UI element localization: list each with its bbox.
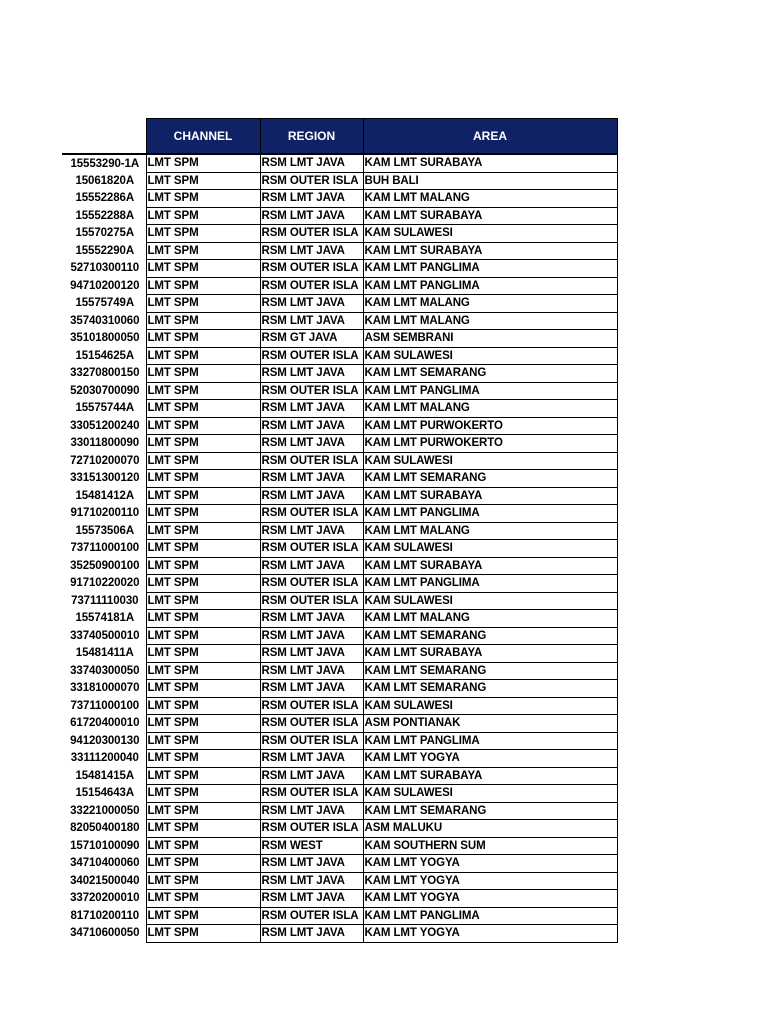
row-id-cell: 35740310060 [62,312,146,330]
region-cell: RSM LMT JAVA [260,295,363,313]
area-cell: KAM SULAWESI [363,785,617,803]
table-row [62,627,617,645]
area-cell: ASM PONTIANAK [363,715,617,733]
row-id-cell: 52710300110 [62,260,146,278]
area-cell: KAM LMT SEMARANG [363,365,617,383]
row-id-cell: 33051200240 [62,417,146,435]
channel-cell: LMT SPM [146,452,260,470]
area-cell: KAM SULAWESI [363,225,617,243]
table-row [62,522,617,540]
region-cell: RSM LMT JAVA [260,400,363,418]
area-cell: ASM SEMBRANI [363,330,617,348]
channel-cell: LMT SPM [146,890,260,908]
region-cell: RSM OUTER ISLA [260,452,363,470]
channel-cell: LMT SPM [146,295,260,313]
channel-cell: LMT SPM [146,872,260,890]
channel-cell: LMT SPM [146,575,260,593]
region-cell: RSM LMT JAVA [260,750,363,768]
table-row [62,855,617,873]
row-id-cell: 61720400010 [62,715,146,733]
region-cell: RSM LMT JAVA [260,487,363,505]
row-id-cell: 15553290-1A [62,154,146,172]
row-id-cell: 94710200120 [62,277,146,295]
area-cell: KAM SOUTHERN SUM [363,837,617,855]
row-id-cell: 15481411A [62,645,146,663]
row-id-cell: 15552290A [62,242,146,260]
region-cell: RSM OUTER ISLA [260,697,363,715]
table-row [62,190,617,208]
area-cell: KAM LMT YOGYA [363,872,617,890]
region-cell: RSM LMT JAVA [260,802,363,820]
channel-cell: LMT SPM [146,435,260,453]
region-cell: RSM OUTER ISLA [260,540,363,558]
channel-cell: LMT SPM [146,365,260,383]
table-row [62,557,617,575]
table-row [62,732,617,750]
table-row [62,697,617,715]
area-cell: KAM LMT SEMARANG [363,627,617,645]
row-id-cell: 72710200070 [62,452,146,470]
region-cell: RSM LMT JAVA [260,662,363,680]
row-id-cell: 15481412A [62,487,146,505]
row-id-cell: 34710600050 [62,925,146,943]
channel-cell: LMT SPM [146,347,260,365]
table-row [62,662,617,680]
table-row [62,400,617,418]
region-cell: RSM LMT JAVA [260,645,363,663]
table-row [62,382,617,400]
region-cell: RSM WEST [260,837,363,855]
row-id-cell: 34710400060 [62,855,146,873]
data-table [62,118,618,943]
row-id-cell: 33011800090 [62,435,146,453]
region-cell: RSM OUTER ISLA [260,505,363,523]
region-cell: RSM LMT JAVA [260,925,363,943]
region-cell: RSM OUTER ISLA [260,347,363,365]
region-cell: RSM OUTER ISLA [260,172,363,190]
row-id-cell: 52030700090 [62,382,146,400]
channel-cell: LMT SPM [146,697,260,715]
row-id-cell: 15061820A [62,172,146,190]
region-cell: RSM OUTER ISLA [260,592,363,610]
region-cell: RSM LMT JAVA [260,154,363,172]
table-row [62,715,617,733]
header-row [62,119,617,155]
channel-cell: LMT SPM [146,732,260,750]
table-row [62,505,617,523]
channel-cell: LMT SPM [146,242,260,260]
table-row [62,907,617,925]
channel-cell: LMT SPM [146,645,260,663]
row-id-cell: 33221000050 [62,802,146,820]
channel-cell: LMT SPM [146,382,260,400]
row-id-cell: 33151300120 [62,470,146,488]
area-cell: KAM LMT MALANG [363,522,617,540]
area-cell: KAM SULAWESI [363,592,617,610]
region-cell: RSM LMT JAVA [260,767,363,785]
region-cell: RSM LMT JAVA [260,435,363,453]
region-cell: RSM LMT JAVA [260,242,363,260]
area-cell: KAM SULAWESI [363,540,617,558]
area-cell: KAM LMT SURABAYA [363,645,617,663]
table-row [62,610,617,628]
row-id-cell: 33270800150 [62,365,146,383]
table-body [62,154,617,942]
area-cell: KAM SULAWESI [363,452,617,470]
row-id-cell: 15154625A [62,347,146,365]
channel-cell: LMT SPM [146,260,260,278]
header-blank-cell [62,119,146,155]
area-cell: KAM LMT YOGYA [363,750,617,768]
channel-cell: LMT SPM [146,592,260,610]
area-cell: KAM LMT MALANG [363,312,617,330]
region-cell: RSM LMT JAVA [260,872,363,890]
row-id-cell: 73711000100 [62,540,146,558]
channel-cell: LMT SPM [146,400,260,418]
region-cell: RSM LMT JAVA [260,557,363,575]
area-cell: KAM LMT PANGLIMA [363,907,617,925]
channel-cell: LMT SPM [146,785,260,803]
table-row [62,802,617,820]
table-row [62,242,617,260]
channel-cell: LMT SPM [146,925,260,943]
channel-cell: LMT SPM [146,154,260,172]
channel-cell: LMT SPM [146,557,260,575]
table-row [62,154,617,172]
channel-cell: LMT SPM [146,820,260,838]
table-row [62,207,617,225]
table-row [62,225,617,243]
table-row [62,487,617,505]
area-cell: KAM SULAWESI [363,697,617,715]
table-row [62,347,617,365]
area-cell: KAM LMT SEMARANG [363,680,617,698]
table-row [62,872,617,890]
table-row [62,330,617,348]
region-cell: RSM OUTER ISLA [260,907,363,925]
region-cell: RSM LMT JAVA [260,627,363,645]
area-cell: BUH BALI [363,172,617,190]
region-cell: RSM OUTER ISLA [260,382,363,400]
table-row [62,925,617,943]
area-cell: KAM LMT MALANG [363,400,617,418]
row-id-cell: 15575744A [62,400,146,418]
row-id-cell: 33740300050 [62,662,146,680]
row-id-cell: 82050400180 [62,820,146,838]
area-cell: KAM LMT SEMARANG [363,470,617,488]
row-id-cell: 15570275A [62,225,146,243]
table-row [62,592,617,610]
channel-cell: LMT SPM [146,417,260,435]
channel-cell: LMT SPM [146,907,260,925]
region-cell: RSM OUTER ISLA [260,715,363,733]
table-row [62,470,617,488]
table-row [62,680,617,698]
row-id-cell: 91710200110 [62,505,146,523]
channel-cell: LMT SPM [146,610,260,628]
area-cell: KAM LMT YOGYA [363,925,617,943]
channel-cell: LMT SPM [146,837,260,855]
area-cell: KAM LMT PURWOKERTO [363,417,617,435]
area-cell: KAM LMT MALANG [363,610,617,628]
table-row [62,312,617,330]
row-id-cell: 33181000070 [62,680,146,698]
region-cell: RSM LMT JAVA [260,522,363,540]
area-cell: KAM LMT PANGLIMA [363,732,617,750]
table-row [62,820,617,838]
region-cell: RSM LMT JAVA [260,855,363,873]
header-area: AREA [363,119,617,155]
area-cell: KAM LMT PANGLIMA [363,382,617,400]
channel-cell: LMT SPM [146,750,260,768]
channel-cell: LMT SPM [146,767,260,785]
row-id-cell: 15575749A [62,295,146,313]
region-cell: RSM GT JAVA [260,330,363,348]
area-cell: KAM SULAWESI [363,347,617,365]
area-cell: KAM LMT PANGLIMA [363,277,617,295]
region-cell: RSM OUTER ISLA [260,575,363,593]
area-cell: KAM LMT SURABAYA [363,557,617,575]
channel-cell: LMT SPM [146,225,260,243]
area-cell: KAM LMT SEMARANG [363,662,617,680]
region-cell: RSM LMT JAVA [260,890,363,908]
row-id-cell: 15574181A [62,610,146,628]
area-cell: ASM MALUKU [363,820,617,838]
area-cell: KAM LMT SURABAYA [363,487,617,505]
row-id-cell: 15154643A [62,785,146,803]
table-row [62,767,617,785]
area-cell: KAM LMT PURWOKERTO [363,435,617,453]
row-id-cell: 35101800050 [62,330,146,348]
channel-cell: LMT SPM [146,715,260,733]
row-id-cell: 35250900100 [62,557,146,575]
region-cell: RSM OUTER ISLA [260,732,363,750]
region-cell: RSM LMT JAVA [260,312,363,330]
region-cell: RSM LMT JAVA [260,470,363,488]
region-cell: RSM LMT JAVA [260,680,363,698]
channel-cell: LMT SPM [146,627,260,645]
row-id-cell: 33111200040 [62,750,146,768]
area-cell: KAM LMT PANGLIMA [363,505,617,523]
row-id-cell: 15552288A [62,207,146,225]
table-row [62,295,617,313]
area-cell: KAM LMT SURABAYA [363,207,617,225]
header-region: REGION [260,119,363,155]
channel-cell: LMT SPM [146,662,260,680]
row-id-cell: 34021500040 [62,872,146,890]
region-cell: RSM OUTER ISLA [260,785,363,803]
area-cell: KAM LMT PANGLIMA [363,575,617,593]
region-cell: RSM OUTER ISLA [260,820,363,838]
header-channel: CHANNEL [146,119,260,155]
table-row [62,750,617,768]
table-row [62,837,617,855]
table-row [62,417,617,435]
channel-cell: LMT SPM [146,680,260,698]
channel-cell: LMT SPM [146,802,260,820]
table-row [62,645,617,663]
area-cell: KAM LMT SEMARANG [363,802,617,820]
row-id-cell: 15573506A [62,522,146,540]
channel-cell: LMT SPM [146,207,260,225]
channel-cell: LMT SPM [146,505,260,523]
table-row [62,365,617,383]
area-cell: KAM LMT SURABAYA [363,154,617,172]
table-row [62,172,617,190]
table-row [62,452,617,470]
area-cell: KAM LMT YOGYA [363,890,617,908]
row-id-cell: 91710220020 [62,575,146,593]
area-cell: KAM LMT PANGLIMA [363,260,617,278]
channel-cell: LMT SPM [146,540,260,558]
area-cell: KAM LMT SURABAYA [363,242,617,260]
area-cell: KAM LMT YOGYA [363,855,617,873]
row-id-cell: 15552286A [62,190,146,208]
area-cell: KAM LMT MALANG [363,190,617,208]
row-id-cell: 15481415A [62,767,146,785]
table-row [62,540,617,558]
row-id-cell: 94120300130 [62,732,146,750]
channel-cell: LMT SPM [146,190,260,208]
region-cell: RSM OUTER ISLA [260,260,363,278]
channel-cell: LMT SPM [146,470,260,488]
table-row [62,785,617,803]
channel-cell: LMT SPM [146,522,260,540]
channel-cell: LMT SPM [146,312,260,330]
region-cell: RSM LMT JAVA [260,417,363,435]
region-cell: RSM OUTER ISLA [260,225,363,243]
area-cell: KAM LMT SURABAYA [363,767,617,785]
table-row [62,575,617,593]
region-cell: RSM OUTER ISLA [260,277,363,295]
row-id-cell: 73711000100 [62,697,146,715]
row-id-cell: 33740500010 [62,627,146,645]
table-row [62,435,617,453]
channel-cell: LMT SPM [146,172,260,190]
row-id-cell: 73711110030 [62,592,146,610]
region-cell: RSM LMT JAVA [260,610,363,628]
row-id-cell: 33720200010 [62,890,146,908]
table-row [62,260,617,278]
row-id-cell: 81710200110 [62,907,146,925]
region-cell: RSM LMT JAVA [260,365,363,383]
channel-cell: LMT SPM [146,855,260,873]
table-row [62,890,617,908]
row-id-cell: 15710100090 [62,837,146,855]
channel-cell: LMT SPM [146,330,260,348]
area-cell: KAM LMT MALANG [363,295,617,313]
region-cell: RSM LMT JAVA [260,207,363,225]
channel-cell: LMT SPM [146,487,260,505]
table-row [62,277,617,295]
channel-cell: LMT SPM [146,277,260,295]
region-cell: RSM LMT JAVA [260,190,363,208]
